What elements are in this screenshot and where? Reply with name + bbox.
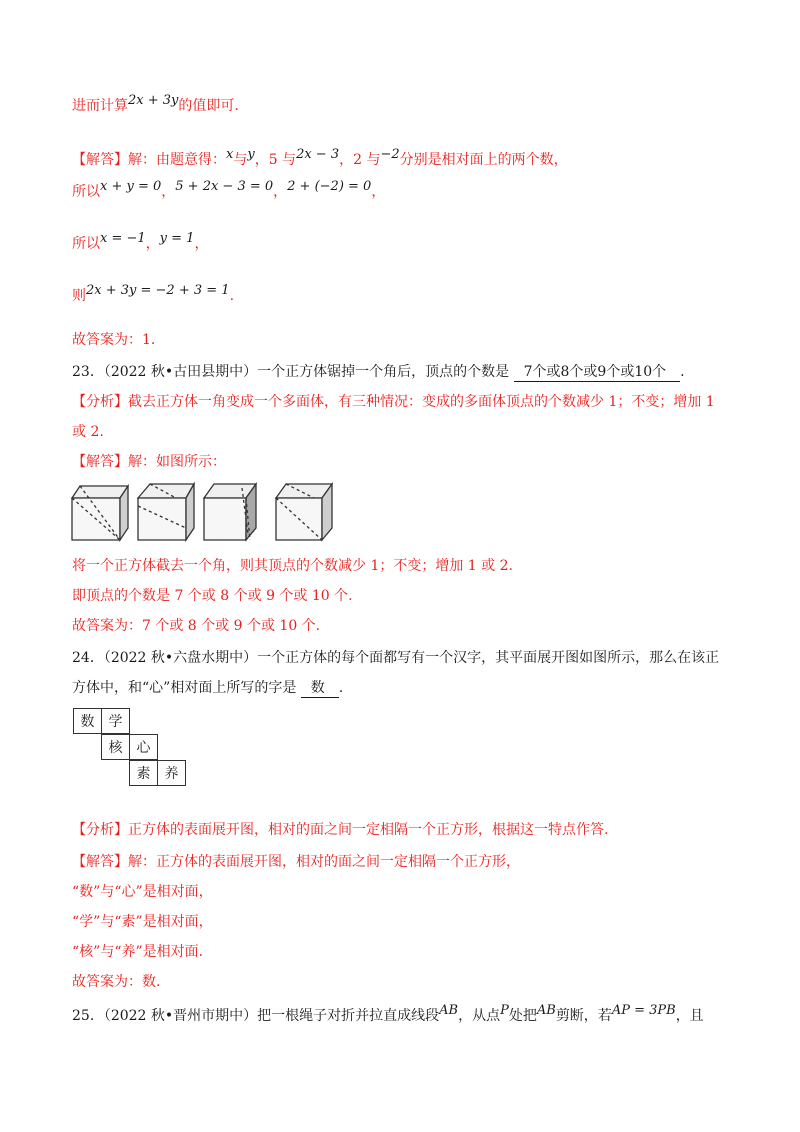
net-cell: 核 xyxy=(101,734,130,760)
math-expression: AB xyxy=(536,1003,556,1018)
text-line-values xyxy=(72,231,209,255)
text: 进而计算 xyxy=(72,98,128,114)
question-25 xyxy=(72,1003,704,1027)
text: . xyxy=(229,288,235,304)
net-cell: 养 xyxy=(157,760,186,786)
analysis-23-line2: 或 2. xyxy=(72,424,104,440)
text: 处把 xyxy=(508,1008,537,1024)
solution-24-line1: “数”与“心”是相对面， xyxy=(72,884,213,900)
math-expression: 2x + 3y = −2 + 3 = 1 xyxy=(86,283,230,298)
solution-24-line2: “学”与“素”是相对面， xyxy=(72,914,213,930)
math-expression: AB xyxy=(439,1003,459,1018)
answer-blank: 7个或8个或9个或10个 xyxy=(514,364,681,382)
math-expression: x = −1 xyxy=(100,231,146,246)
text: 剪断，若 xyxy=(555,1008,612,1024)
math-expression: 5 + 2x − 3 = 0 xyxy=(175,179,274,194)
math-expression: −2 xyxy=(380,147,400,162)
math-expression: 2 + (−2) = 0 xyxy=(287,179,372,194)
question-24-line2 xyxy=(72,678,343,698)
net-cell: 数 xyxy=(73,708,102,734)
text: . xyxy=(338,680,344,696)
solution-23-answer: 故答案为：7 个或 8 个或 9 个或 10 个. xyxy=(72,618,321,634)
solution-23-intro: 【解答】解：如图所示： xyxy=(72,454,226,470)
answer-blank: 数 xyxy=(301,680,339,698)
analysis-24: 【分析】正方体的表面展开图，相对的面之间一定相隔一个正方形，根据这一特点作答. xyxy=(72,822,609,838)
text: 23．（2022 秋•古田县期中）一个正方体锯掉一个角后，顶点的个数是 xyxy=(72,364,510,380)
text: ，从点 xyxy=(458,1008,501,1024)
math-expression: y = 1 xyxy=(159,231,195,246)
math-expression: y xyxy=(247,147,255,162)
answer-line-22: 故答案为：1. xyxy=(72,332,156,348)
text: ， xyxy=(161,184,176,200)
text: ，2 与 xyxy=(339,152,381,168)
solution-24-answer: 故答案为：数. xyxy=(72,974,161,990)
question-23 xyxy=(72,362,685,382)
math-expression: x xyxy=(226,147,234,162)
cut-cube-4 xyxy=(276,484,332,540)
net-cell: 心 xyxy=(129,734,158,760)
text: ， xyxy=(194,236,209,252)
text-line-solution-intro xyxy=(72,147,568,171)
math-expression: 2x − 3 xyxy=(296,147,340,162)
question-24-line1: 24．（2022 秋•六盘水期中）一个正方体的每个面都写有一个汉字，其平面展开图如图所示，那么在该正 xyxy=(72,650,720,666)
text: ，且 xyxy=(675,1008,704,1024)
text: 25．（2022 秋•晋州市期中）把一根绳子对折并拉直成线段 xyxy=(72,1008,440,1024)
text: ，5 与 xyxy=(254,152,297,168)
text: 与 xyxy=(233,152,248,168)
text: ， xyxy=(145,236,160,252)
cut-cube-2 xyxy=(138,484,194,540)
solution-23-line2: 即顶点的个数是 7 个或 8 个或 9 个或 10 个. xyxy=(72,588,353,604)
text: ， xyxy=(273,184,288,200)
text-line-equations xyxy=(72,179,386,203)
text-line-compute xyxy=(72,93,239,117)
cut-cube-1 xyxy=(72,486,128,540)
net-cell: 素 xyxy=(129,760,158,786)
text: 方体中，和“心”相对面上所写的字是 xyxy=(72,680,297,696)
solution-24-line3: “核”与“养”是相对面. xyxy=(72,944,204,960)
text: 【解答】解：由题意得： xyxy=(72,152,226,168)
text: 分别是相对面上的两个数， xyxy=(399,152,568,168)
text: ， xyxy=(371,184,386,200)
text-line-result xyxy=(72,283,235,307)
math-expression: P xyxy=(500,1003,509,1018)
text: . xyxy=(680,364,685,380)
text: 所以 xyxy=(72,184,100,200)
math-expression: AP = 3PB xyxy=(611,1003,676,1018)
text: 的值即可. xyxy=(178,98,239,114)
solution-23-line1: 将一个正方体截去一个角，则其顶点的个数减少 1；不变；增加 1 或 2. xyxy=(72,558,513,574)
math-expression: x + y = 0 xyxy=(100,179,162,194)
cut-cubes-figure xyxy=(70,478,340,544)
net-cell: 学 xyxy=(101,708,130,734)
solution-24-intro: 【解答】解：正方体的表面展开图，相对的面之间一定相隔一个正方形， xyxy=(72,854,520,870)
text: 所以 xyxy=(72,236,100,252)
analysis-23-line1: 【分析】截去正方体一角变成一个多面体，有三种情况：变成的多面体顶点的个数减少 1；不变；增加 1 xyxy=(72,394,715,410)
math-expression: 2x + 3y xyxy=(128,93,179,108)
cut-cube-3 xyxy=(204,484,256,540)
text: 则 xyxy=(72,288,86,304)
